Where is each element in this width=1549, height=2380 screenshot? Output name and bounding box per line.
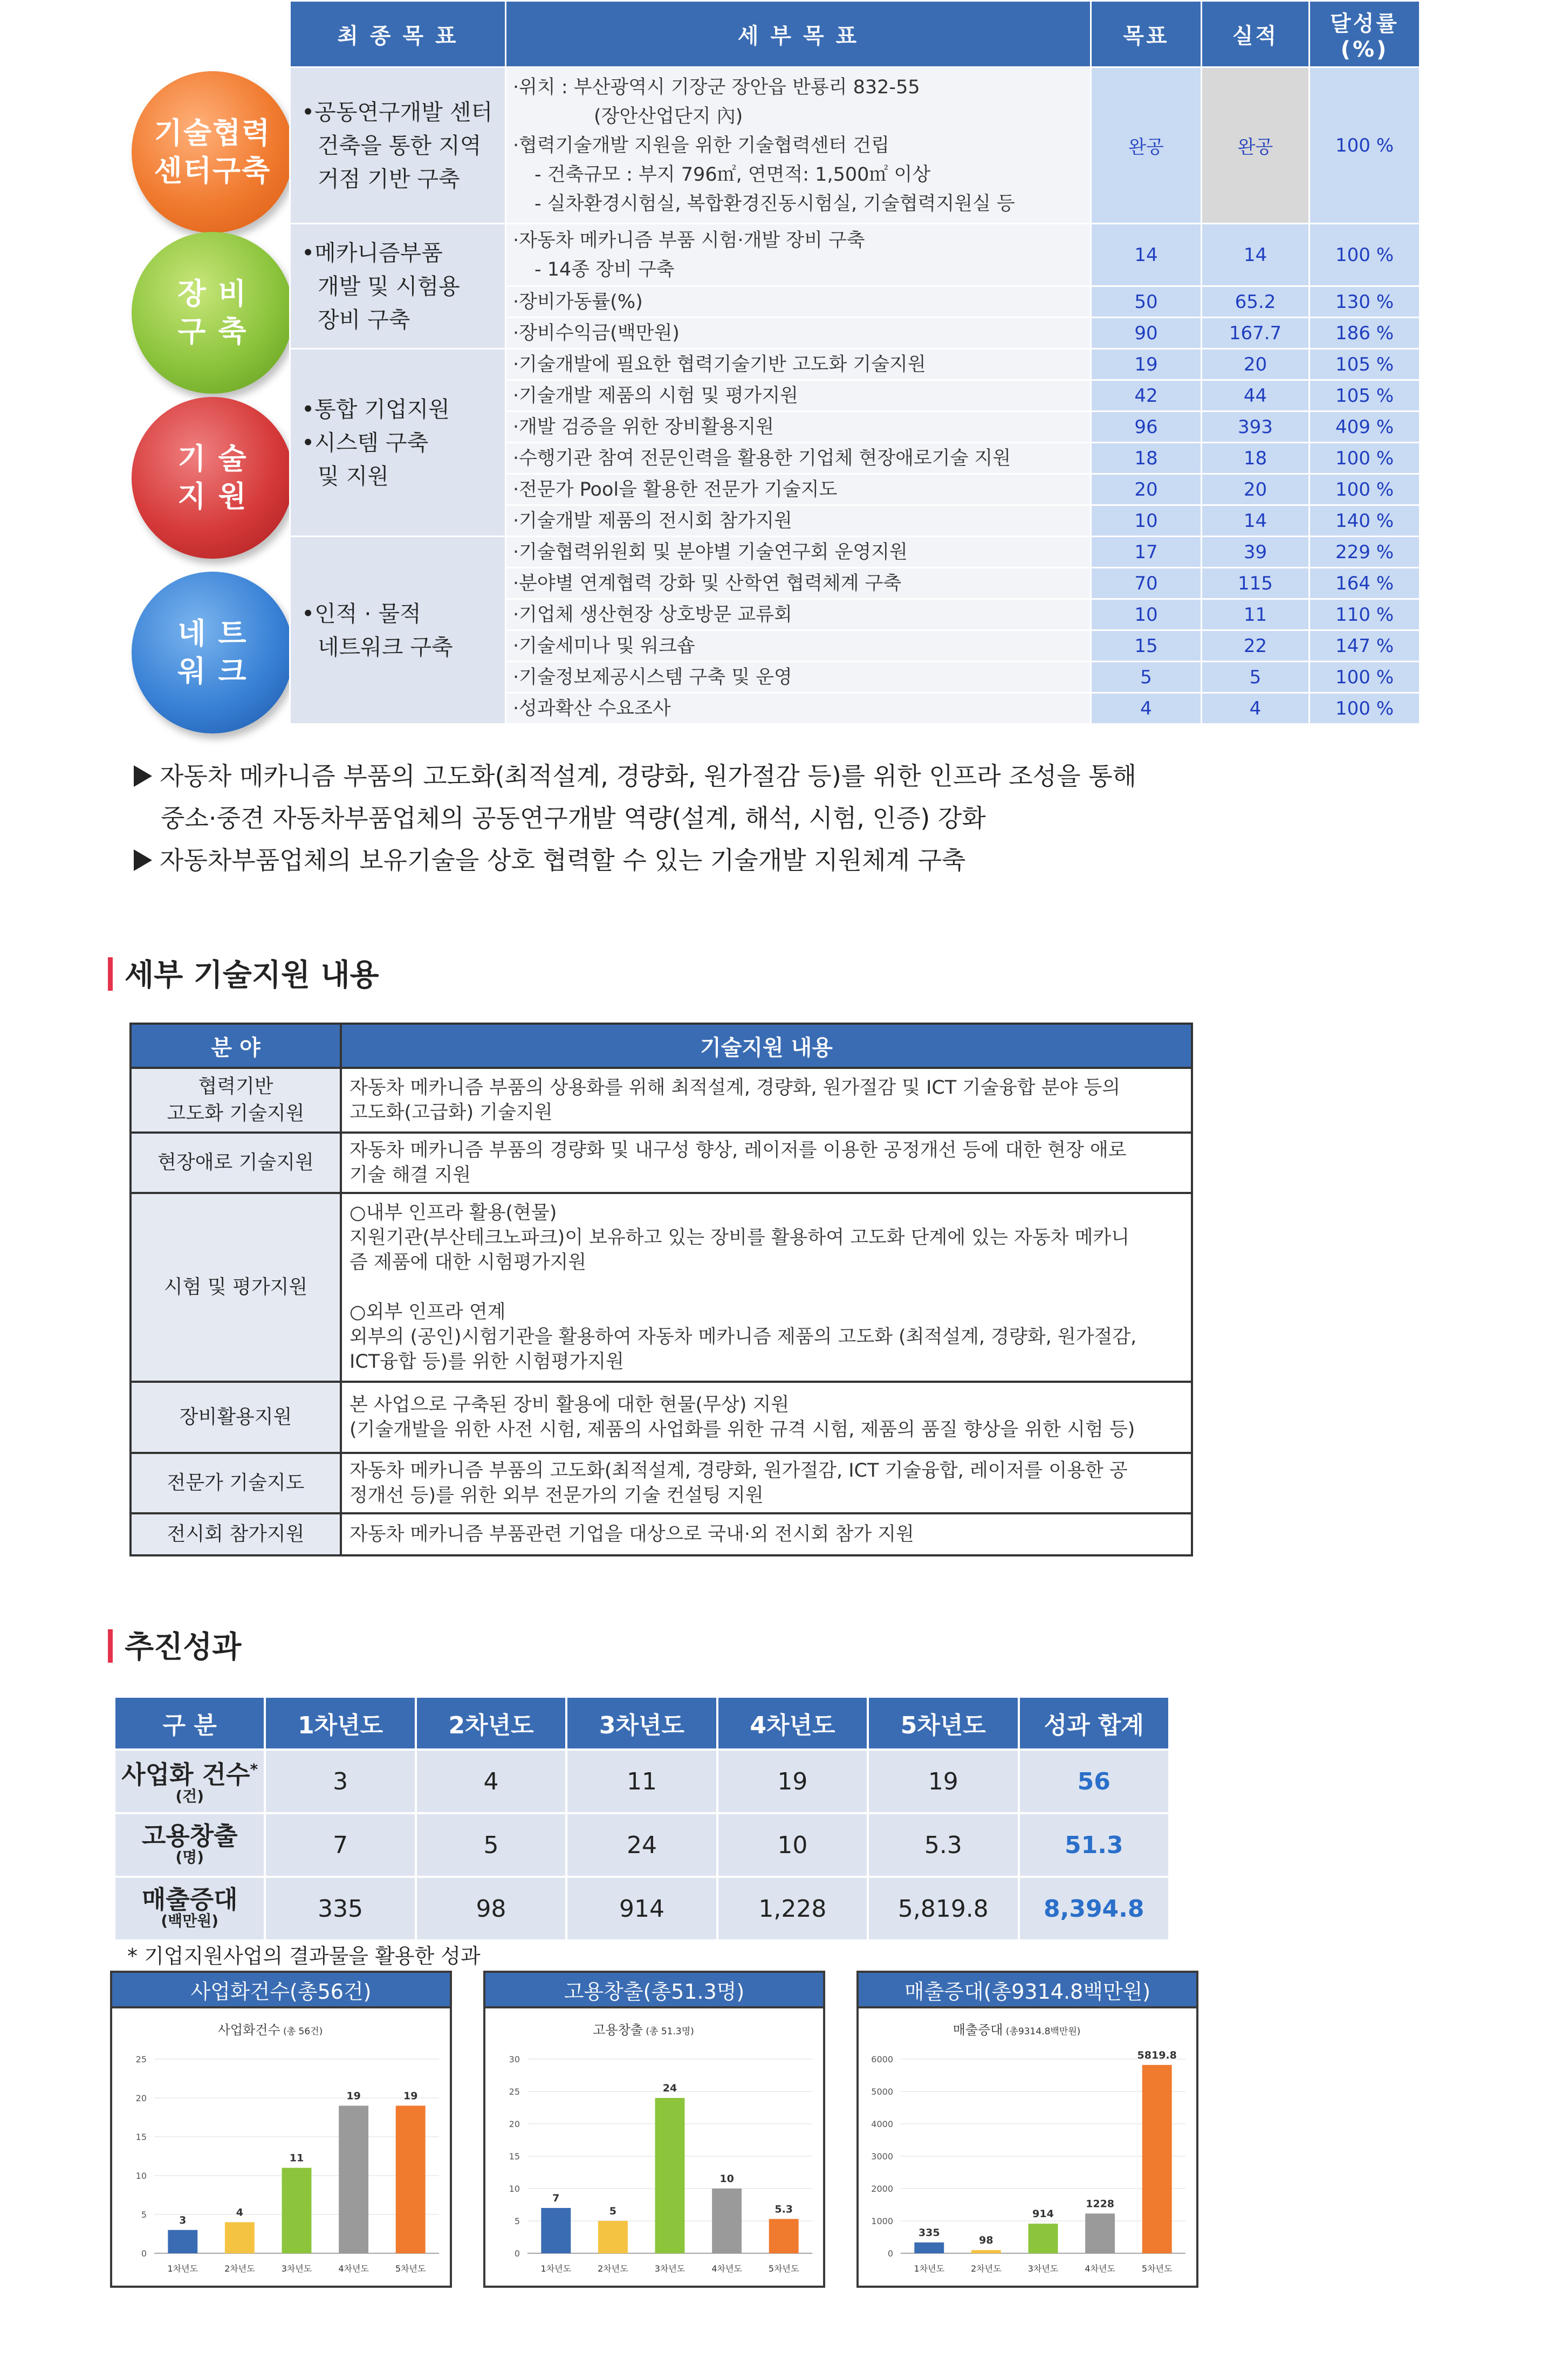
- content-cell: 자동차 메카니즘 부품의 상용화를 위해 최적설계, 경량화, 원가절감 및 ICT 기술융합 분야 등의 고도화(고급화) 기술지원: [341, 1068, 1192, 1133]
- detail-cell: ·장비수익금(백만원): [506, 318, 1091, 349]
- x-tick-label: 2차년도: [598, 2264, 628, 2274]
- rate-cell: 130 %: [1310, 286, 1420, 318]
- chart-employment: [483, 1971, 825, 2288]
- actual-cell: 65.2: [1202, 286, 1310, 318]
- actual-cell: 완공: [1202, 67, 1310, 224]
- chart-title-main: 매출증대: [952, 2022, 1003, 2038]
- x-tick-label: 1차년도: [167, 2264, 198, 2274]
- target-cell: 10: [1091, 505, 1202, 537]
- chart-title-sub: (총 51.3명): [642, 2026, 694, 2037]
- circle-equipment: 장 비 구 축: [132, 232, 293, 394]
- summary-bullets: [134, 755, 1428, 881]
- rate-cell: 105 %: [1310, 349, 1420, 380]
- chart-commercialization-svg: [112, 2011, 450, 2286]
- row-label: 사업화 건수* (건): [114, 1750, 265, 1813]
- value-cell: 98: [416, 1877, 566, 1940]
- rate-cell: 105 %: [1310, 380, 1420, 411]
- header-year1: 1차년도: [265, 1697, 415, 1750]
- y-tick-label: 6000: [871, 2054, 893, 2065]
- rate-cell: 110 %: [1310, 599, 1420, 630]
- bar: [396, 2105, 426, 2253]
- goals-header-row: [290, 1, 1420, 67]
- bullet-item: 자동차부품업체의 보유기술을 상호 협력할 수 있는 기술개발 지원체계 구축: [134, 839, 1428, 881]
- actual-cell: 167.7: [1202, 318, 1310, 349]
- chart-title-sub: (총9314.8백만원): [1003, 2026, 1081, 2037]
- actual-cell: 18: [1202, 443, 1310, 474]
- detail-cell: ·전문가 Pool을 활용한 전문가 기술지도: [506, 474, 1091, 505]
- detail-cell: ·기술세미나 및 워크숍: [506, 630, 1091, 662]
- target-cell: 15: [1091, 630, 1202, 662]
- y-tick-label: 15: [509, 2151, 520, 2162]
- y-tick-label: 1000: [871, 2216, 893, 2226]
- rate-cell: 147 %: [1310, 630, 1420, 662]
- x-tick-label: 2차년도: [971, 2264, 1002, 2274]
- support-table: [129, 1023, 1193, 1556]
- table-row: [131, 1513, 1192, 1555]
- section-title-support: 세부 기술지원 내용: [108, 951, 379, 994]
- field-cell: 현장애로 기술지원: [131, 1133, 341, 1193]
- detail-cell: ·기업체 생산현장 상호방문 교류회: [506, 599, 1091, 630]
- goal-cell: •메카니즘부품 개발 및 시험용 장비 구축: [290, 224, 506, 349]
- target-cell: 14: [1091, 224, 1202, 286]
- field-cell: 전시회 참가지원: [131, 1513, 341, 1555]
- x-tick-label: 1차년도: [540, 2264, 572, 2274]
- bar-value-label: 5819.8: [1137, 2049, 1177, 2061]
- y-tick-label: 5: [514, 2216, 520, 2226]
- section-bar-icon: [108, 1629, 113, 1663]
- detail-cell: ·위치 : 부산광역시 기장군 장안읍 반룡리 832-55 (장안산업단지 內) ·협력기술개발 지원을 위한 기술협력센터 건립 - 건축규모 : 부지 796㎡, 연면적: 1,500㎡ 이상 - 실차환경시험실, 복합환경진동시험실, 기술협력지원실 등: [506, 67, 1091, 224]
- rate-cell: 100 %: [1310, 67, 1420, 224]
- table-row: [114, 1813, 1169, 1877]
- bar-value-label: 19: [346, 2090, 361, 2102]
- section-title-results: 추진성과: [108, 1623, 241, 1666]
- value-cell: 19: [717, 1750, 868, 1813]
- target-cell: 20: [1091, 474, 1202, 505]
- x-tick-label: 3차년도: [1027, 2264, 1059, 2274]
- header-final-goal: 최 종 목 표: [290, 1, 506, 67]
- detail-cell: ·수행기관 참여 전문인력을 활용한 기업체 현장애로기술 지원: [506, 443, 1091, 474]
- y-tick-label: 25: [135, 2054, 147, 2065]
- y-tick-label: 5000: [871, 2087, 893, 2097]
- y-tick-label: 5: [141, 2210, 147, 2220]
- rate-cell: 100 %: [1310, 443, 1420, 474]
- x-tick-label: 5차년도: [768, 2264, 799, 2274]
- x-tick-label: 5차년도: [395, 2264, 426, 2274]
- detail-cell: ·기술정보제공시스템 구축 및 운영: [506, 662, 1091, 693]
- bar: [769, 2219, 799, 2253]
- header-total: 성과 합계: [1019, 1697, 1169, 1750]
- bar: [1085, 2213, 1115, 2253]
- bar: [712, 2189, 742, 2253]
- row-label: 매출증대 (백만원): [114, 1877, 265, 1940]
- target-cell: 50: [1091, 286, 1202, 318]
- chart-employment-svg: [485, 2011, 823, 2286]
- chart-title: [953, 2022, 1081, 2038]
- bar-value-label: 24: [662, 2082, 677, 2094]
- table-row: [290, 224, 1420, 286]
- table-row: [131, 1193, 1192, 1382]
- chart-title-main: 고용창출: [593, 2022, 643, 2038]
- detail-cell: ·성과확산 수요조사: [506, 693, 1091, 724]
- y-tick-label: 0: [514, 2248, 520, 2259]
- detail-cell: ·기술개발 제품의 시험 및 평가지원: [506, 380, 1091, 411]
- rate-cell: 409 %: [1310, 411, 1420, 443]
- rate-cell: 140 %: [1310, 505, 1420, 537]
- header-rate: 달성률(%): [1310, 1, 1420, 67]
- bar: [541, 2208, 571, 2253]
- bar-value-label: 10: [719, 2173, 734, 2185]
- bar-value-label: 11: [289, 2152, 304, 2164]
- rate-cell: 229 %: [1310, 537, 1420, 568]
- content-cell: ○내부 인프라 활용(현물) 지원기관(부산테크노파크)이 보유하고 있는 장비를 활용하여 고도화 단계에 있는 자동차 메카니 즘 제품에 대한 시험평가지원 ○외부 인프라 연계 외부의 (공인)시험기관을 활용하여 자동차 메카니즘 제품의 고도화 (최적설계, 경량화, 원가절감, ICT융합 등)를 위한 시험평가지원: [341, 1193, 1192, 1382]
- bar: [971, 2250, 1001, 2253]
- table-row: [114, 1877, 1169, 1940]
- actual-cell: 115: [1202, 568, 1310, 599]
- total-cell: 51.3: [1019, 1813, 1169, 1877]
- target-cell: 18: [1091, 443, 1202, 474]
- total-cell: 56: [1019, 1750, 1169, 1813]
- perf-header-row: [114, 1697, 1169, 1750]
- bar: [339, 2105, 368, 2253]
- value-cell: 19: [868, 1750, 1018, 1813]
- target-cell: 완공: [1091, 67, 1202, 224]
- actual-cell: 14: [1202, 505, 1310, 537]
- circle-tech-center: 기술협력 센터구축: [132, 71, 293, 233]
- header-year4: 4차년도: [717, 1697, 868, 1750]
- value-cell: 7: [265, 1813, 415, 1877]
- y-tick-label: 3000: [871, 2151, 893, 2162]
- circle-network: 네 트 워 크: [132, 572, 293, 733]
- target-cell: 17: [1091, 537, 1202, 568]
- value-cell: 1,228: [717, 1877, 868, 1940]
- content-cell: 자동차 메카니즘 부품의 고도화(최적설계, 경량화, 원가절감, ICT 기술융합, 레이저를 이용한 공 정개선 등)를 위한 외부 전문가의 기술 컨설팅 지원: [341, 1453, 1192, 1513]
- value-cell: 4: [416, 1750, 566, 1813]
- target-cell: 96: [1091, 411, 1202, 443]
- header-year2: 2차년도: [416, 1697, 566, 1750]
- x-tick-label: 4차년도: [711, 2264, 742, 2274]
- bar: [168, 2230, 197, 2253]
- header-year3: 3차년도: [566, 1697, 717, 1750]
- header-actual: 실적: [1202, 1, 1310, 67]
- content-cell: 본 사업으로 구축된 장비 활용에 대한 현물(무상) 지원 (기술개발을 위한 사전 시험, 제품의 사업화를 위한 규격 시험, 제품의 품질 향상을 위한 시험 등): [341, 1382, 1192, 1453]
- rate-cell: 100 %: [1310, 693, 1420, 724]
- chart-sales-svg: [859, 2011, 1196, 2286]
- target-cell: 70: [1091, 568, 1202, 599]
- section-bar-icon: [108, 957, 113, 991]
- actual-cell: 39: [1202, 537, 1310, 568]
- detail-cell: ·분야별 연계협력 강화 및 산학연 협력체계 구축: [506, 568, 1091, 599]
- goals-table: [289, 0, 1419, 723]
- goal-cell: •공동연구개발 센터 건축을 통한 지역 거점 기반 구축: [290, 67, 506, 224]
- goal-cell: •인적 · 물적 네트워크 구축: [290, 537, 506, 724]
- chart-title: [218, 2022, 323, 2038]
- detail-cell: ·기술협력위원회 및 분야별 기술연구회 운영지원: [506, 537, 1091, 568]
- table-row: [131, 1453, 1192, 1513]
- bar: [914, 2242, 944, 2253]
- y-tick-label: 10: [135, 2171, 147, 2181]
- content-cell: 자동차 메카니즘 부품관련 기업을 대상으로 국내·외 전시회 참가 지원: [341, 1513, 1192, 1555]
- triangle-bullet-icon: [134, 849, 152, 871]
- row-label: 고용창출 (명): [114, 1813, 265, 1877]
- field-cell: 협력기반 고도화 기술지원: [131, 1068, 341, 1133]
- y-tick-label: 25: [509, 2087, 520, 2097]
- field-cell: 시험 및 평가지원: [131, 1193, 341, 1382]
- actual-cell: 14: [1202, 224, 1310, 286]
- value-cell: 914: [566, 1877, 717, 1940]
- field-cell: 전문가 기술지도: [131, 1453, 341, 1513]
- rate-cell: 100 %: [1310, 224, 1420, 286]
- detail-cell: ·개발 검증을 위한 장비활용지원: [506, 411, 1091, 443]
- y-tick-label: 15: [135, 2132, 147, 2142]
- circle-tech-support: 기 술 지 원: [132, 397, 293, 559]
- actual-cell: 44: [1202, 380, 1310, 411]
- bar-value-label: 7: [552, 2192, 560, 2204]
- table-row: [290, 67, 1420, 224]
- header-detail-goal: 세 부 목 표: [506, 1, 1091, 67]
- rate-cell: 100 %: [1310, 474, 1420, 505]
- field-cell: 장비활용지원: [131, 1382, 341, 1453]
- y-tick-label: 30: [509, 2054, 520, 2065]
- bar: [1029, 2224, 1058, 2253]
- bar-value-label: 5.3: [774, 2203, 793, 2216]
- value-cell: 5,819.8: [868, 1877, 1018, 1940]
- actual-cell: 22: [1202, 630, 1310, 662]
- table-row: [290, 537, 1420, 568]
- bar-value-label: 5: [609, 2205, 617, 2217]
- actual-cell: 4: [1202, 693, 1310, 724]
- target-cell: 42: [1091, 380, 1202, 411]
- actual-cell: 20: [1202, 349, 1310, 380]
- bullet-item: 자동차 메카니즘 부품의 고도화(최적설계, 경량화, 원가절감 등)를 위한 인프라 조성을 통해: [134, 755, 1428, 797]
- x-tick-label: 4차년도: [338, 2264, 369, 2274]
- chart-sales-header: 매출증대(총9314.8백만원): [856, 1971, 1198, 2008]
- value-cell: 24: [566, 1813, 717, 1877]
- total-cell: 8,394.8: [1019, 1877, 1169, 1940]
- table-row: [131, 1382, 1192, 1453]
- bar-value-label: 3: [179, 2214, 187, 2226]
- table-row: [131, 1133, 1192, 1193]
- chart-title: [593, 2022, 694, 2038]
- actual-cell: 20: [1202, 474, 1310, 505]
- value-cell: 5.3: [868, 1813, 1018, 1877]
- value-cell: 5: [416, 1813, 566, 1877]
- chart-commercialization: [110, 1971, 452, 2288]
- detail-cell: ·기술개발에 필요한 협력기술기반 고도화 기술지원: [506, 349, 1091, 380]
- y-tick-label: 0: [141, 2248, 147, 2259]
- target-cell: 5: [1091, 662, 1202, 693]
- value-cell: 335: [265, 1877, 415, 1940]
- y-tick-label: 4000: [871, 2119, 893, 2129]
- bar-value-label: 4: [236, 2206, 244, 2219]
- detail-cell: ·기술개발 제품의 전시회 참가지원: [506, 505, 1091, 537]
- chart-commercialization-header: 사업화건수(총56건): [110, 1971, 452, 2008]
- x-tick-label: 5차년도: [1141, 2264, 1173, 2274]
- chart-title-main: 사업화건수: [217, 2022, 280, 2038]
- detail-cell: ·자동차 메카니즘 부품 시험·개발 장비 구축 - 14종 장비 구축: [506, 224, 1091, 286]
- target-cell: 19: [1091, 349, 1202, 380]
- chart-title-sub: (총 56건): [280, 2026, 323, 2037]
- bar: [598, 2221, 628, 2253]
- performance-table: [113, 1696, 1170, 1942]
- actual-cell: 5: [1202, 662, 1310, 693]
- support-header-row: [131, 1024, 1192, 1068]
- target-cell: 90: [1091, 318, 1202, 349]
- y-tick-label: 0: [887, 2248, 893, 2259]
- y-tick-label: 10: [509, 2184, 520, 2194]
- rate-cell: 186 %: [1310, 318, 1420, 349]
- value-cell: 3: [265, 1750, 415, 1813]
- detail-cell: ·장비가동률(%): [506, 286, 1091, 318]
- content-cell: 자동차 메카니즘 부품의 경량화 및 내구성 향상, 레이저를 이용한 공정개선 등에 대한 현장 애로 기술 해결 지원: [341, 1133, 1192, 1193]
- bar-value-label: 1228: [1086, 2198, 1115, 2210]
- bar-value-label: 98: [979, 2234, 993, 2247]
- value-cell: 10: [717, 1813, 868, 1877]
- bar: [225, 2222, 255, 2253]
- bullet-item: 중소·중견 자동차부품업체의 공동연구개발 역량(설계, 해석, 시험, 인증) 강화: [161, 804, 986, 833]
- y-tick-label: 20: [135, 2093, 147, 2103]
- x-tick-label: 1차년도: [914, 2264, 945, 2274]
- rate-cell: 100 %: [1310, 662, 1420, 693]
- y-tick-label: 20: [509, 2119, 520, 2129]
- bar: [282, 2168, 312, 2253]
- x-tick-label: 3차년도: [654, 2264, 686, 2274]
- target-cell: 10: [1091, 599, 1202, 630]
- actual-cell: 11: [1202, 599, 1310, 630]
- y-tick-label: 2000: [871, 2184, 893, 2194]
- table-row: [131, 1068, 1192, 1133]
- goal-cell: •통합 기업지원 •시스템 구축 및 지원: [290, 349, 506, 537]
- actual-cell: 393: [1202, 411, 1310, 443]
- chart-employment-header: 고용창출(총51.3명): [483, 1971, 825, 2008]
- header-year5: 5차년도: [868, 1697, 1018, 1750]
- target-cell: 4: [1091, 693, 1202, 724]
- x-tick-label: 2차년도: [224, 2264, 255, 2274]
- header-field: 분 야: [131, 1024, 341, 1068]
- chart-sales: [856, 1971, 1198, 2288]
- bar-value-label: 335: [918, 2226, 940, 2239]
- header-category: 구 분: [114, 1697, 265, 1750]
- table-row: [114, 1750, 1169, 1813]
- bar: [1142, 2065, 1172, 2253]
- header-target: 목표: [1091, 1, 1202, 67]
- bar-value-label: 914: [1032, 2208, 1054, 2220]
- bar: [655, 2098, 685, 2253]
- rate-cell: 164 %: [1310, 568, 1420, 599]
- x-tick-label: 4차년도: [1085, 2264, 1115, 2274]
- footnote: * 기업지원사업의 결과물을 활용한 성과: [127, 1944, 481, 1968]
- table-row: [290, 349, 1420, 380]
- value-cell: 11: [566, 1750, 717, 1813]
- triangle-bullet-icon: [134, 765, 152, 787]
- header-content: 기술지원 내용: [341, 1024, 1192, 1068]
- bar-value-label: 19: [403, 2090, 418, 2102]
- x-tick-label: 3차년도: [281, 2264, 312, 2274]
